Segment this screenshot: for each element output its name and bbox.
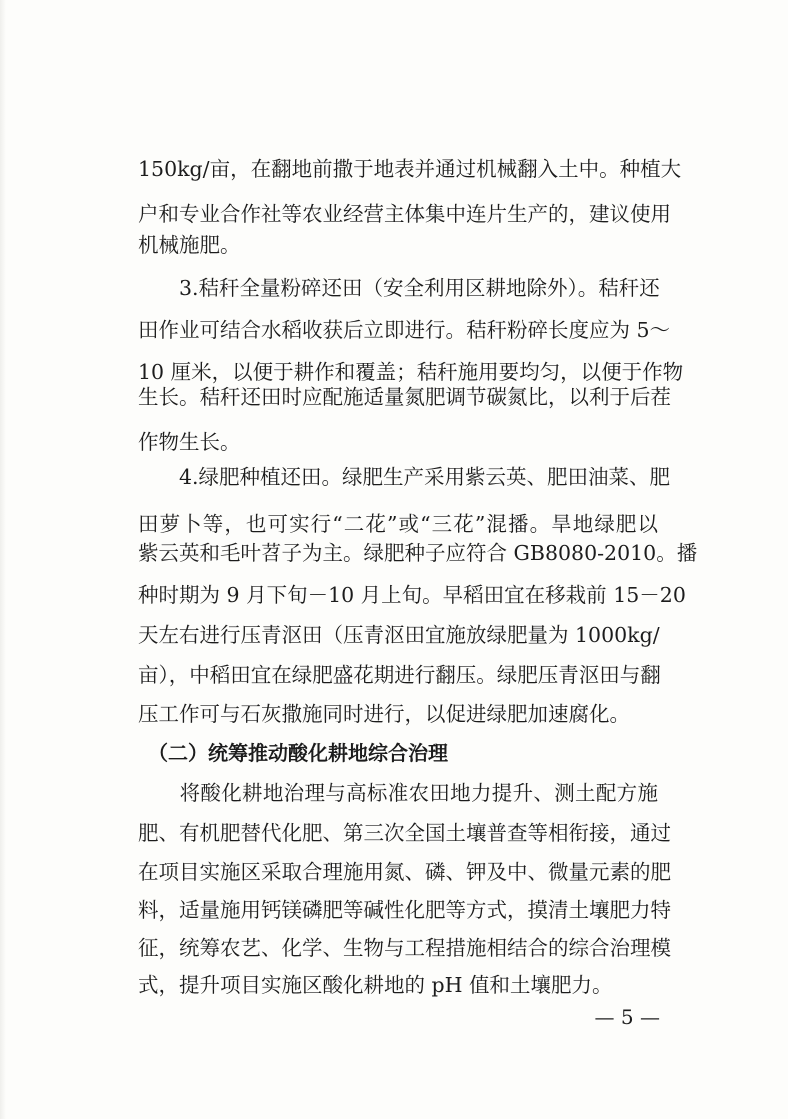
body-line: 3.秸秆全量粉碎还田（安全利用区耕地除外）。秸秆还 (138, 276, 660, 300)
body-line: 紫云英和毛叶苕子为主。绿肥种子应符合 GB8080-2010。播 (138, 541, 698, 565)
body-line: 田作业可结合水稻收获后立即进行。秸秆粉碎长度应为 5～ (138, 318, 671, 342)
body-line: 生长。秸秆还田时应配施适量氮肥调节碳氮比，以利于后茬 (138, 385, 671, 409)
body-line: 作物生长。 (138, 430, 241, 454)
section-heading: （二）统筹推动酸化耕地综合治理 (138, 741, 448, 765)
body-line: 压工作可与石灰撒施同时进行，以促进绿肥加速腐化。 (138, 702, 630, 726)
body-line: 式，提升项目实施区酸化耕地的 pH 值和土壤肥力。 (138, 973, 613, 997)
body-line: 户和专业合作社等农业经营主体集中连片生产的，建议使用 (138, 202, 671, 226)
body-line: 在项目实施区采取合理施用氮、磷、钾及中、微量元素的肥 (138, 860, 671, 884)
body-line: 种时期为 9 月下旬－10 月上旬。早稻田宜在移栽前 15－20 (138, 583, 686, 607)
page-edge-shadow (0, 0, 6, 1119)
body-line: 机械施肥。 (138, 233, 241, 257)
body-line: 征，统筹农艺、化学、生物与工程措施相结合的综合治理模 (138, 936, 671, 960)
body-line: 150kg/亩，在翻地前撒于地表并通过机械翻入土中。种植大 (138, 157, 682, 181)
page-number: — 5 — (594, 1005, 660, 1029)
body-line: 亩），中稻田宜在绿肥盛花期进行翻压。绿肥压青沤田与翻 (138, 663, 661, 687)
body-line: 料，适量施用钙镁磷肥等碱性化肥等方式，摸清土壤肥力特 (138, 898, 671, 922)
body-line: 天左右进行压青沤田（压青沤田宜施放绿肥量为 1000kg/ (138, 623, 660, 647)
body-line: 田萝卜等，也可实行“二花”或“三花”混播。旱地绿肥以 (138, 512, 658, 536)
body-line: 将酸化耕地治理与高标准农田地力提升、测土配方施 (138, 781, 658, 805)
body-line: 10 厘米，以便于耕作和覆盖；秸秆施用要均匀，以便于作物 (138, 360, 684, 384)
body-line: 肥、有机肥替代化肥、第三次全国土壤普查等相衔接，通过 (138, 821, 671, 845)
body-line: 4.绿肥种植还田。绿肥生产采用紫云英、肥田油菜、肥 (138, 465, 671, 489)
